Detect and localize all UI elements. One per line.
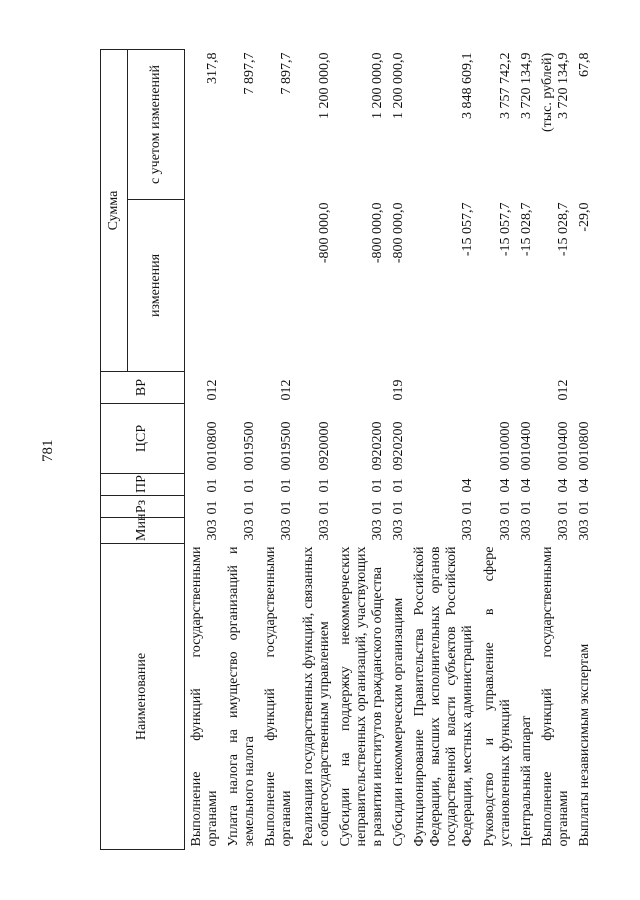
table-row: [297, 50, 334, 850]
row-csr: 0010800: [576, 421, 592, 471]
row-csr: 0920200: [369, 421, 385, 471]
row-change: -15 028,7: [555, 202, 571, 257]
table-row: [387, 50, 408, 850]
row-rz: 01: [518, 500, 534, 515]
row-rz: 01: [279, 500, 295, 515]
row-min: 303: [576, 519, 592, 541]
row-change: -15 057,7: [497, 202, 513, 257]
row-csr: 0010400: [555, 421, 571, 471]
table-header-row: [101, 50, 128, 850]
row-vr: 012: [555, 379, 571, 401]
row-min: 303: [497, 519, 513, 541]
row-csr: 0010000: [497, 421, 513, 471]
row-pr: 01: [242, 478, 258, 493]
header-min: Мин: [101, 518, 185, 544]
row-min: 303: [391, 519, 407, 541]
unit-note: (тыс. рублей): [540, 52, 555, 132]
row-csr: 0019500: [279, 421, 295, 471]
table-body: [185, 50, 595, 850]
table-row: [408, 50, 477, 850]
table-row: [536, 50, 573, 850]
table-row: [222, 50, 259, 850]
row-csr: 0010800: [205, 421, 221, 471]
row-min: 303: [518, 519, 534, 541]
row-min: 303: [205, 519, 221, 541]
row-min: 303: [279, 519, 295, 541]
header-rz: Рз: [101, 496, 185, 518]
row-change: [185, 200, 223, 372]
row-change: -800 000,0: [316, 202, 332, 264]
page-number: 781: [40, 439, 56, 462]
header-vr: ВР: [101, 372, 185, 404]
row-csr: 0010400: [518, 421, 534, 471]
row-rz: 01: [391, 500, 407, 515]
header-sum: Сумма: [101, 50, 128, 372]
row-rz: 01: [555, 500, 571, 515]
row-vr: [573, 372, 594, 404]
row-pr: 04: [518, 478, 534, 493]
row-name: Функционирование Правительства Российской Федерации, высших исполнительных органов государственной власти субъектов Российской Федерации, местных администраций: [412, 546, 476, 847]
row-total: 317,8: [205, 52, 221, 84]
table-row: [185, 50, 223, 850]
row-name: Субсидии на поддержку некоммерческих неправительственных организаций, участвующих в развитии институтов гражданского общества: [337, 546, 385, 847]
header-pr: ПР: [101, 474, 185, 496]
row-name: Выполнение функций государственными органами: [539, 546, 571, 847]
row-pr: 01: [369, 478, 385, 493]
row-total: 1 200 000,0: [369, 52, 385, 119]
row-name: Выполнение функций государственными органами: [263, 546, 295, 847]
header-with-changes: с учетом изменений: [128, 50, 185, 200]
row-vr: [297, 372, 334, 404]
row-total: 7 897,7: [279, 52, 295, 95]
row-name: Выплаты независимым экспертам: [576, 643, 592, 847]
row-vr: [515, 372, 536, 404]
table-row: [259, 50, 296, 850]
row-change: [222, 200, 259, 372]
row-total: 67,8: [576, 52, 592, 77]
row-pr: 04: [460, 478, 476, 493]
row-vr: [334, 372, 387, 404]
row-csr: 0920200: [391, 421, 407, 471]
row-min: 303: [242, 519, 258, 541]
row-pr: 04: [497, 478, 513, 493]
row-total: 3 848 609,1: [460, 52, 476, 119]
row-change: -800 000,0: [369, 202, 385, 264]
row-pr: 04: [555, 478, 571, 493]
row-rz: 01: [242, 500, 258, 515]
row-name: Субсидии некоммерческим организациям: [391, 597, 407, 847]
row-min: 303: [369, 519, 385, 541]
row-vr: 019: [391, 379, 407, 401]
header-change: изменения: [128, 200, 185, 372]
row-vr: [222, 372, 259, 404]
row-total: 1 200 000,0: [391, 52, 407, 119]
table-row: [334, 50, 387, 850]
row-pr: 04: [576, 478, 592, 493]
table-row: [573, 50, 594, 850]
row-name: Руководство и управление в сфере установленных функций: [481, 546, 513, 847]
row-name: Реализация государственных функций, связанных с общегосударственным управлением: [300, 546, 332, 847]
header-name: Наименование: [101, 544, 185, 850]
row-vr: 012: [205, 379, 221, 401]
table-row: [478, 50, 515, 850]
row-csr: 0920000: [316, 421, 332, 471]
row-rz: 01: [576, 500, 592, 515]
row-rz: 01: [316, 500, 332, 515]
row-csr: [408, 404, 477, 474]
row-csr: 0019500: [242, 421, 258, 471]
row-min: 303: [460, 519, 476, 541]
row-name: Уплата налога на имущество организаций и земельного налога: [226, 546, 258, 847]
table-row: [515, 50, 536, 850]
row-change: -800 000,0: [391, 202, 407, 264]
row-vr: 012: [279, 379, 295, 401]
row-total: 3 720 134,9: [555, 52, 571, 119]
row-change: -15 057,7: [460, 202, 476, 257]
row-rz: 01: [460, 500, 476, 515]
row-name: Выполнение функций государственными органами: [189, 546, 221, 847]
row-pr: 01: [316, 478, 332, 493]
row-min: 303: [555, 519, 571, 541]
row-pr: 01: [279, 478, 295, 493]
row-total: 7 897,7: [242, 52, 258, 95]
row-vr: [408, 372, 477, 404]
budget-table: [100, 49, 594, 850]
row-change: [259, 200, 296, 372]
row-total: 3 757 742,2: [497, 52, 513, 119]
row-pr: 01: [205, 478, 221, 493]
row-rz: 01: [497, 500, 513, 515]
row-change: -29,0: [576, 202, 592, 232]
row-pr: 01: [391, 478, 407, 493]
row-change: -15 028,7: [518, 202, 534, 257]
row-total: 3 720 134,9: [518, 52, 534, 119]
row-min: 303: [316, 519, 332, 541]
row-rz: 01: [205, 500, 221, 515]
row-rz: 01: [369, 500, 385, 515]
row-vr: [478, 372, 515, 404]
header-csr: ЦСР: [101, 404, 185, 474]
row-total: 1 200 000,0: [316, 52, 332, 119]
row-name: Центральный аппарат: [518, 715, 534, 847]
